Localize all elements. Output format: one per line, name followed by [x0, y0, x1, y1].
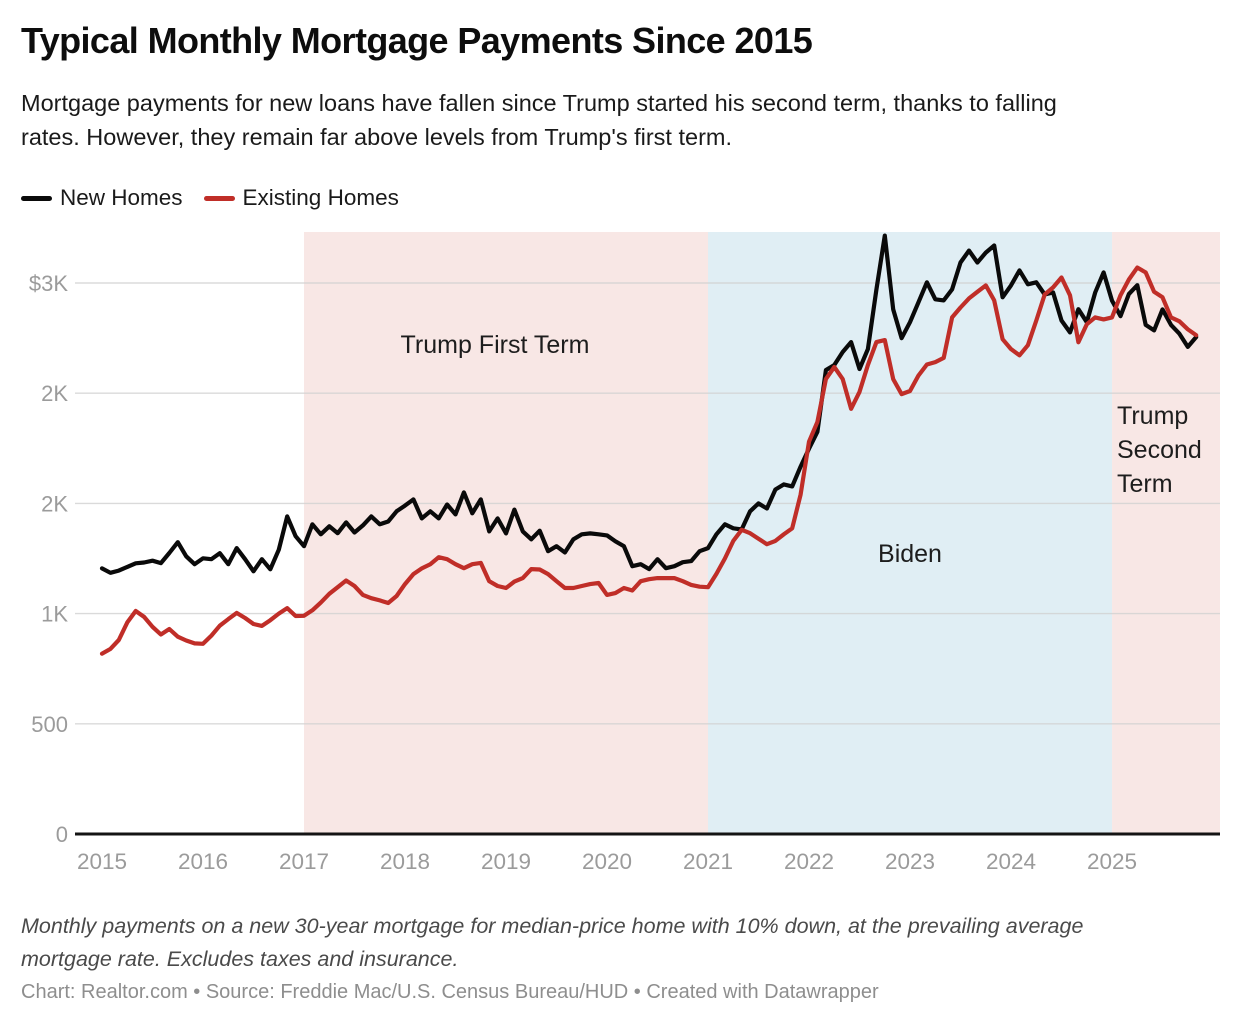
chart-annotation	[878, 540, 942, 568]
chart-annotation-line: Term	[1117, 470, 1173, 498]
x-tick-label: 2020	[581, 849, 633, 874]
y-tick-label: 500	[31, 711, 68, 737]
x-tick-label: 2023	[885, 849, 936, 874]
chart-annotation-line: Second	[1117, 436, 1202, 464]
x-tick-label: 2019	[480, 849, 532, 874]
y-tick-label: 0	[55, 822, 68, 847]
chart-annotation	[401, 331, 590, 359]
x-tick-label: 2022	[783, 849, 835, 874]
chart-note: Monthly payments on a new 30-year mortgage for median-price home with 10% down, at the prevailing average mortgage rate. Excludes taxes and insurance.	[21, 914, 1084, 971]
legend-label: New Homes	[60, 185, 183, 210]
chart-annotation-line: Trump First Term	[400, 331, 590, 359]
chart-subtitle: Mortgage payments for new loans have fallen since Trump started his second term, thanks to falling rates. However, they remain far above levels from Trump's first term.	[21, 90, 1057, 150]
y-tick-label: 2K	[41, 491, 68, 517]
x-tick-label: 2018	[379, 849, 431, 874]
x-tick-label: 2017	[278, 849, 330, 874]
y-tick-label: 1K	[41, 601, 68, 627]
y-tick-label: 2K	[41, 381, 68, 407]
chart-credit: Chart: Realtor.com • Source: Freddie Mac/U.S. Census Bureau/HUD • Created with Datawrapper	[21, 981, 879, 1003]
x-tick-label: 2025	[1087, 849, 1138, 874]
chart-title: Typical Monthly Mortgage Payments Since 2015	[21, 20, 813, 61]
x-tick-label: 2021	[682, 849, 734, 874]
chart-annotation-line: Biden	[878, 540, 942, 568]
chart-annotation-line: Trump	[1117, 402, 1189, 430]
x-tick-label: 2015	[76, 849, 128, 874]
x-tick-label: 2024	[986, 849, 1037, 874]
term-band	[1112, 232, 1220, 834]
x-tick-label: 2016	[177, 849, 229, 874]
legend-label: Existing Homes	[242, 185, 399, 210]
y-tick-label: $3K	[28, 271, 68, 296]
